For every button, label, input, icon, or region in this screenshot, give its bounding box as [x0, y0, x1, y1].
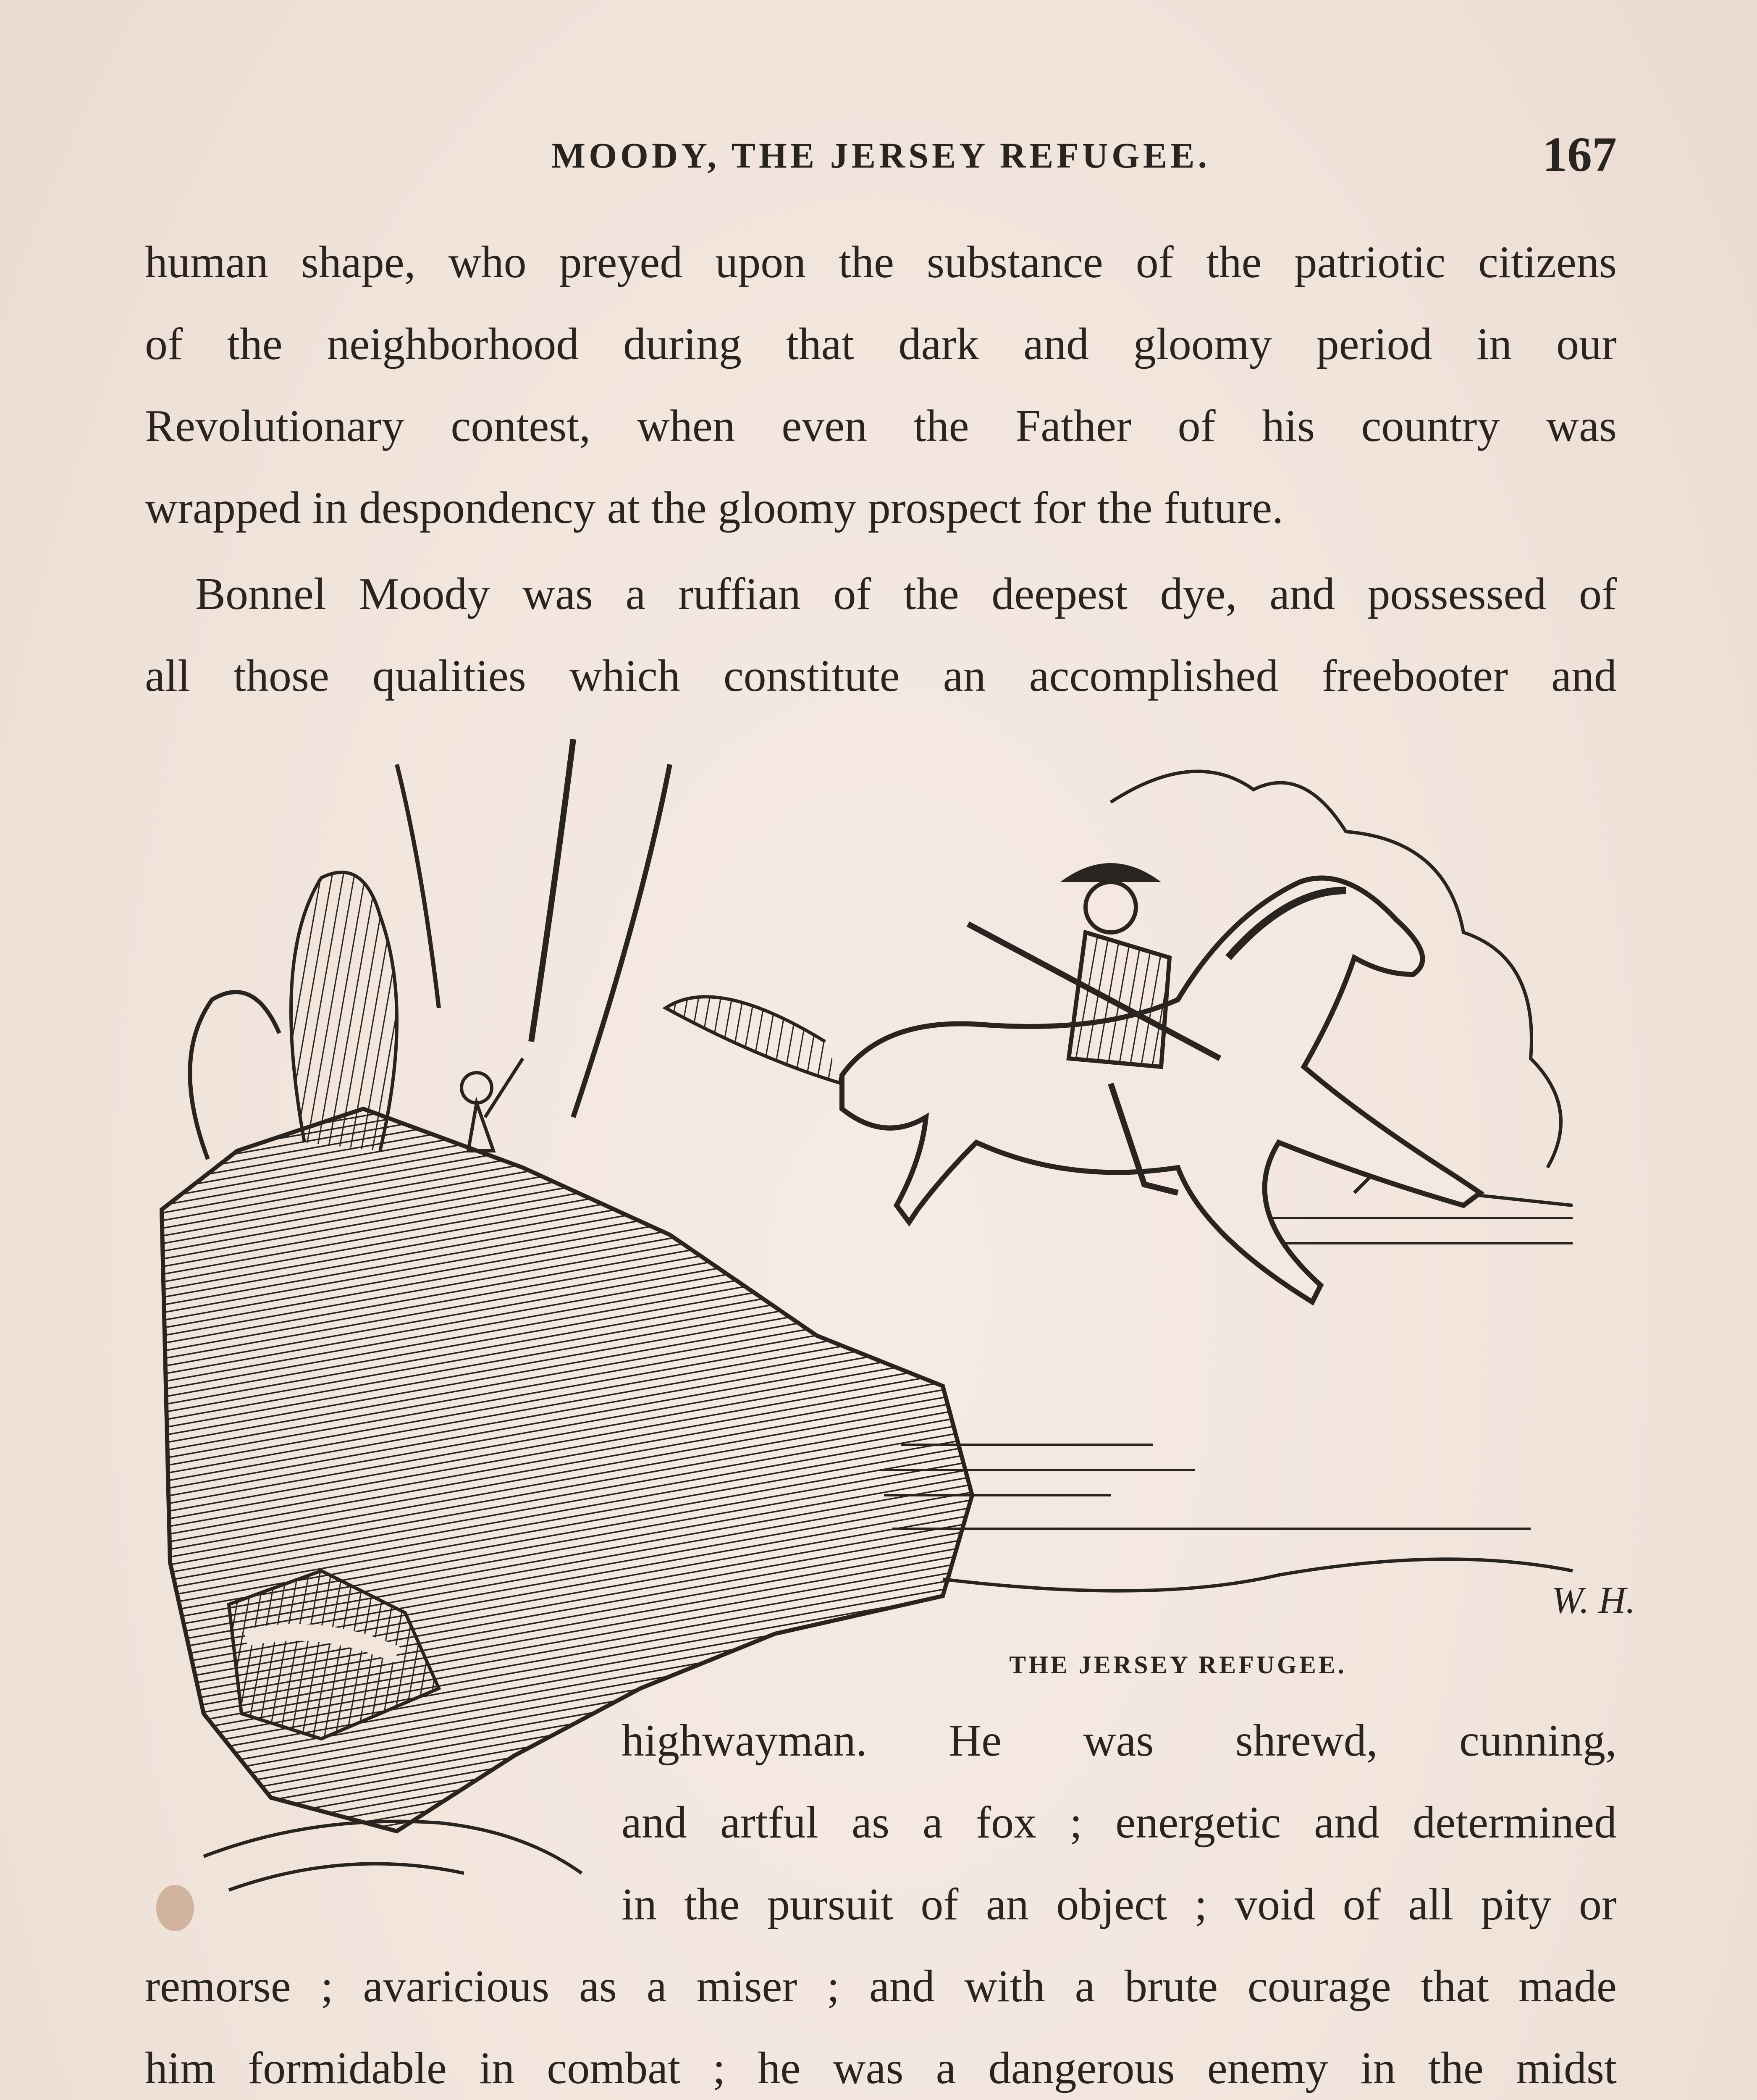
- ink-stain: [156, 1885, 194, 1931]
- text-line: Revolutionary contest, when even the Father of his country was: [145, 401, 1617, 451]
- text-line: remorse ; avaricious as a miser ; and with a brute courage that made: [145, 1961, 1617, 2011]
- text-line: all those qualities which constitute an accomplished freebooter and: [145, 651, 1617, 701]
- text-line: human shape, who preyed upon the substance of the patriotic citizens: [145, 237, 1617, 287]
- text-line: of the neighborhood during that dark and gloomy period in our: [145, 319, 1617, 369]
- page-number: 167: [1542, 127, 1617, 182]
- illustration-caption: THE JERSEY REFUGEE.: [1009, 1651, 1347, 1679]
- text-line: highwayman. He was shrewd, cunning,: [622, 1716, 1617, 1766]
- running-head: MOODY, THE JERSEY REFUGEE.: [551, 135, 1211, 176]
- text-line: him formidable in combat ; he was a dangerous enemy in the midst: [145, 2043, 1617, 2093]
- horse: [842, 878, 1480, 1302]
- page-header: [145, 126, 1617, 185]
- artist-signature: W. H.: [1552, 1580, 1636, 1621]
- text-line: wrapped in despondency at the gloomy prospect for the future.: [145, 483, 1284, 533]
- text-line: Bonnel Moody was a ruffian of the deepest dye, and possessed of: [195, 569, 1617, 619]
- text-line: in the pursuit of an object ; void of all pity or: [622, 1880, 1617, 1929]
- text-line: and artful as a fox ; energetic and determined: [622, 1798, 1617, 1848]
